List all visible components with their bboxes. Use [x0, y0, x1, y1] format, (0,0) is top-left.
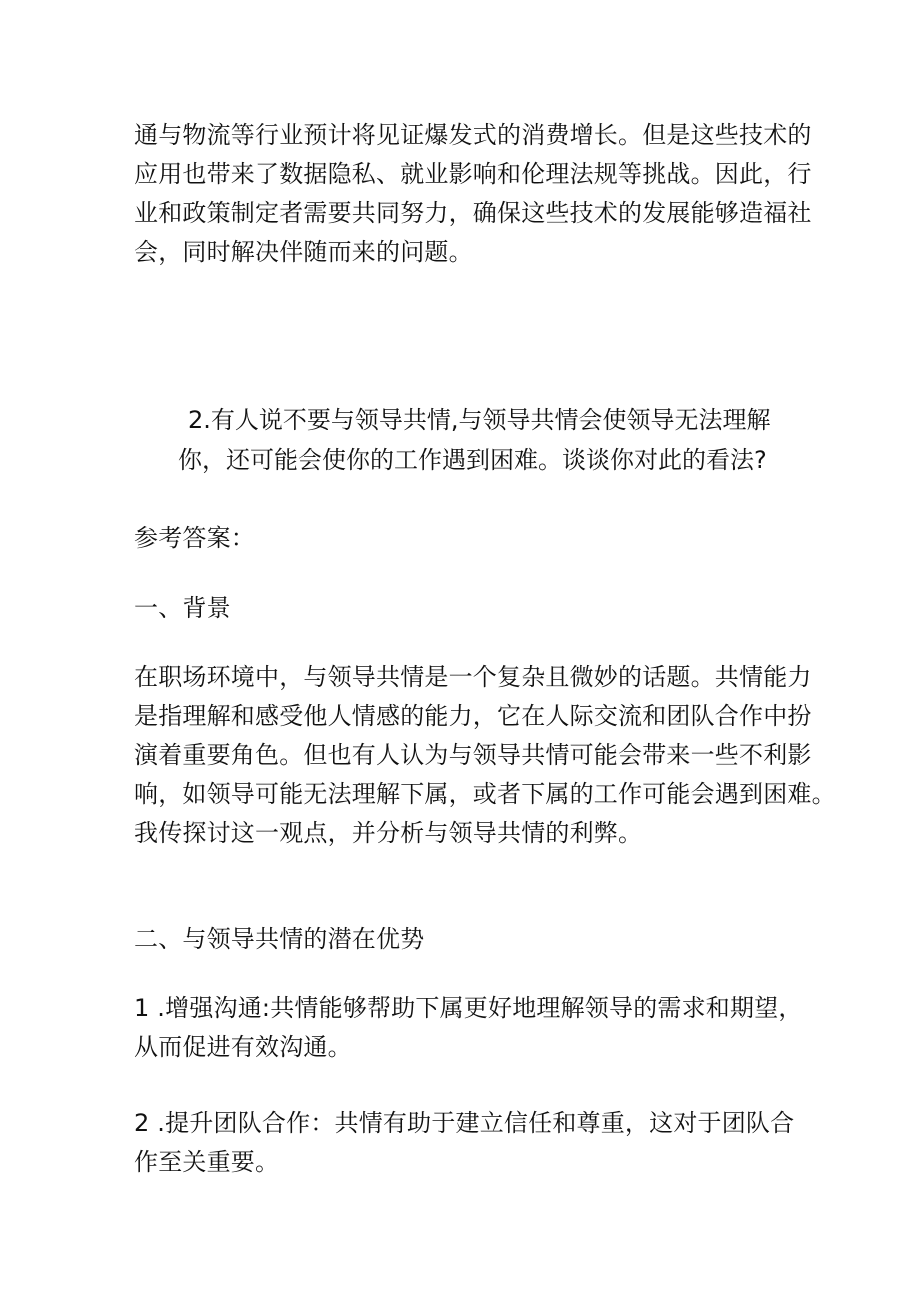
answer-label: 参考答案： [134, 524, 255, 552]
text-line: 作至关重要。 [134, 1148, 280, 1176]
text-line: 是指理解和感受他人情感的能力，它在人际交流和团队合作中扮 [134, 702, 812, 730]
question-line: 2.有人说不要与领导共情,与领导共情会使领导无法理解 [188, 406, 771, 434]
question-title [120, 400, 800, 480]
section-heading-advantages: 二、与领导共情的潜在优势 [134, 925, 425, 953]
text-line: 会，同时解决伴随而来的问题。 [134, 238, 473, 266]
continuation-paragraph [134, 116, 812, 272]
text-line: 我传探讨这一观点，并分析与领导共情的利弊。 [134, 819, 643, 847]
text-line: 响，如领导可能无法理解下属，或者下属的工作可能会遇到困难。 [134, 780, 836, 808]
text-line: 在职场环境中，与领导共情是一个复杂且微妙的话题。共情能力 [134, 663, 812, 691]
list-item [134, 1104, 794, 1182]
text-line: 1 .增强沟通:共情能够帮助下属更好地理解领导的需求和期望， [134, 994, 803, 1022]
text-line: 2 .提升团队合作：共情有助于建立信任和尊重，这对于团队合 [134, 1109, 795, 1137]
list-item [134, 989, 803, 1067]
background-paragraph [134, 658, 836, 853]
text-line: 通与物流等行业预计将见证爆发式的消费增长。但是这些技术的 [134, 121, 812, 149]
section-heading-background: 一、背景 [134, 594, 231, 622]
text-line: 演着重要角色。但也有人认为与领导共情可能会带来一些不利影 [134, 741, 812, 769]
text-line: 从而促进有效沟通。 [134, 1033, 352, 1061]
text-line: 应用也带来了数据隐私、就业影响和伦理法规等挑战。因此，行 [134, 160, 812, 188]
question-line: 你，还可能会使你的工作遇到困难。谈谈你对此的看法? [178, 446, 767, 474]
text-line: 业和政策制定者需要共同努力，确保这些技术的发展能够造福社 [134, 199, 812, 227]
